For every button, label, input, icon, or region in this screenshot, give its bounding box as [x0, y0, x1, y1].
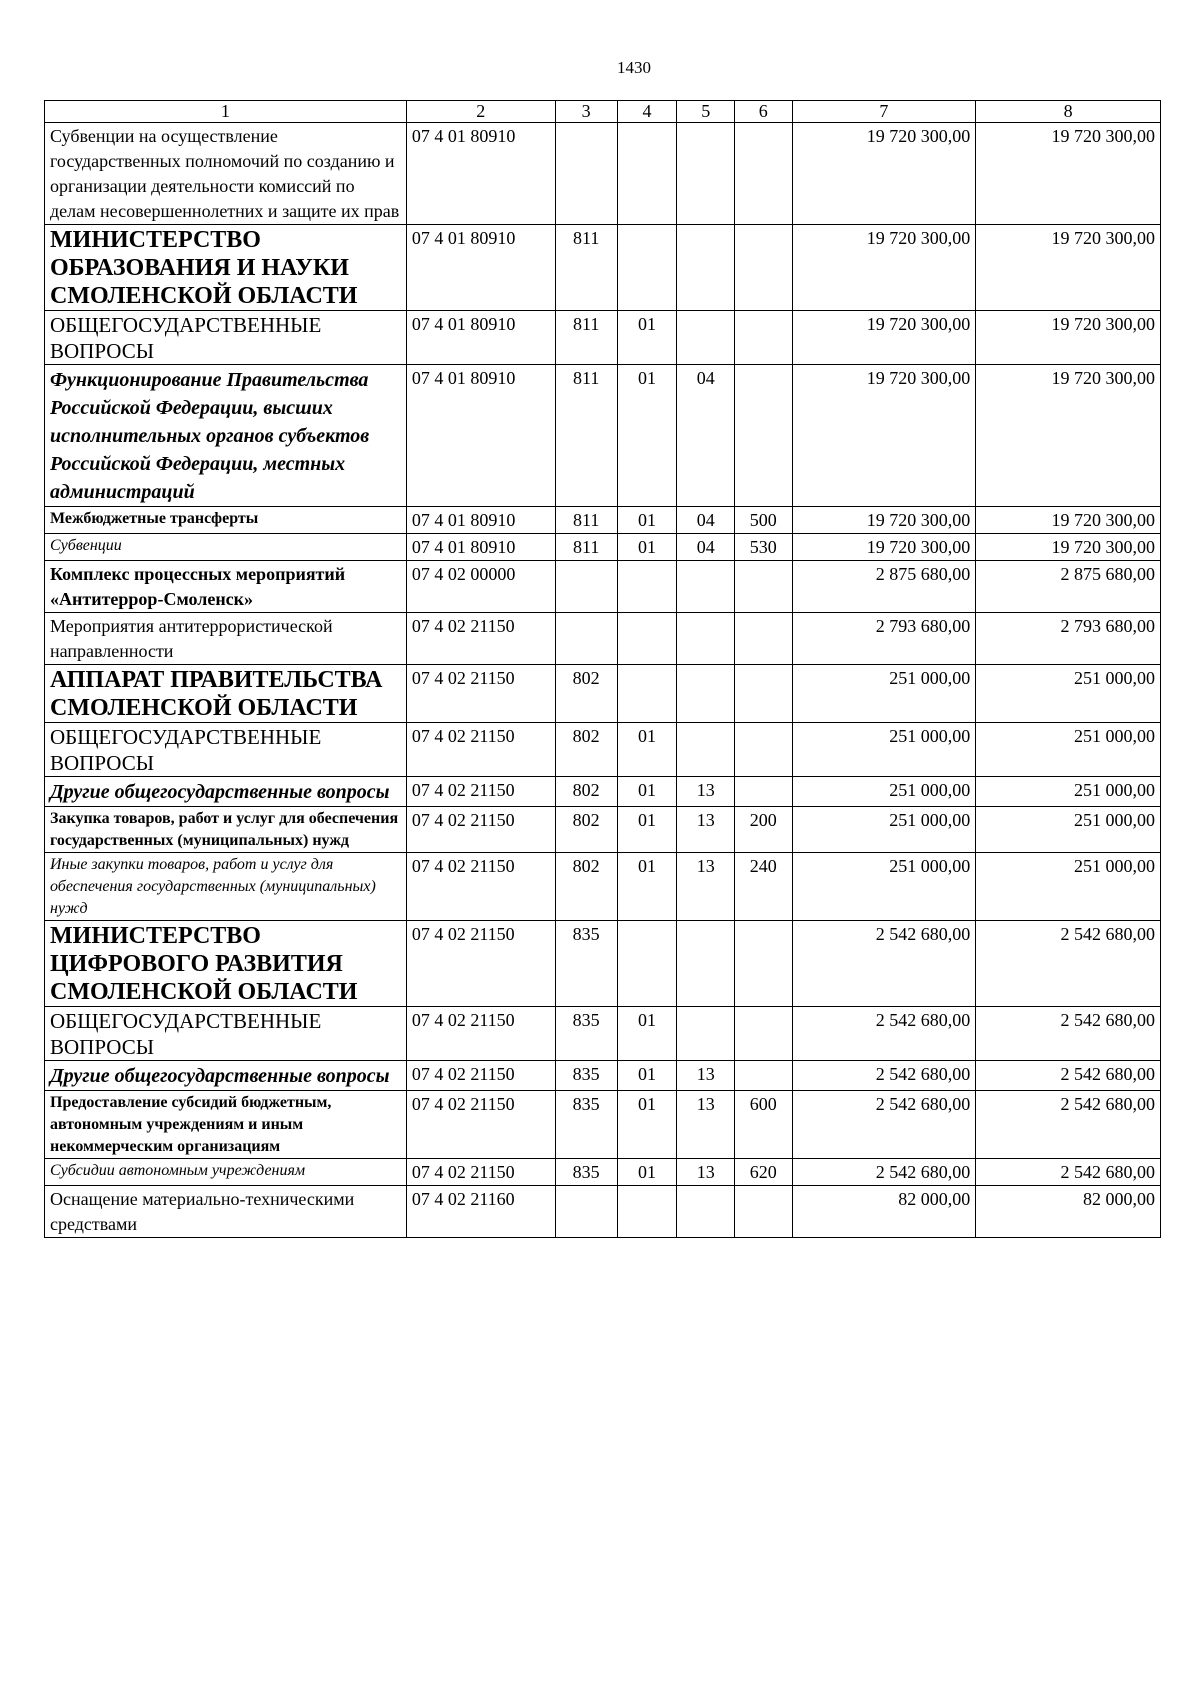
amount-year2-cell: 251 000,00	[976, 665, 1161, 723]
table-row	[45, 1186, 1161, 1238]
amount-year1-cell: 19 720 300,00	[792, 123, 976, 225]
subsection-code-cell	[677, 123, 735, 225]
table-row	[45, 1061, 1161, 1091]
section-code-cell: 01	[617, 311, 677, 365]
subsection-code-cell: 04	[677, 365, 735, 507]
amount-year1-cell: 2 793 680,00	[792, 613, 976, 665]
expense-type-cell: 500	[734, 507, 792, 534]
amount-year1-cell: 82 000,00	[792, 1186, 976, 1238]
ministry-code-cell	[555, 1186, 617, 1238]
name-cell: Субвенции	[45, 534, 407, 561]
name-cell: Субвенции на осуществление государственных полномочий по созданию и организации деятельности комиссий по делам несовершеннолетних и защите их прав	[45, 123, 407, 225]
subsection-code-cell	[677, 665, 735, 723]
table-row	[45, 507, 1161, 534]
name-cell: Другие общегосударственные вопросы	[45, 777, 407, 807]
subsection-code-cell: 04	[677, 534, 735, 561]
expense-type-cell	[734, 311, 792, 365]
amount-year1-cell: 251 000,00	[792, 853, 976, 921]
ministry-code-cell: 802	[555, 777, 617, 807]
target-code-cell: 07 4 02 21150	[406, 613, 555, 665]
target-code-cell: 07 4 02 21150	[406, 665, 555, 723]
target-code-cell: 07 4 02 21150	[406, 853, 555, 921]
section-code-cell: 01	[617, 1159, 677, 1186]
target-code-cell: 07 4 02 21150	[406, 921, 555, 1007]
ministry-code-cell: 811	[555, 534, 617, 561]
subsection-code-cell: 13	[677, 807, 735, 853]
name-cell: МИНИСТЕРСТВО ОБРАЗОВАНИЯ И НАУКИ СМОЛЕНСКОЙ ОБЛАСТИ	[45, 225, 407, 311]
amount-year1-cell: 2 542 680,00	[792, 921, 976, 1007]
table-row	[45, 777, 1161, 807]
amount-year1-cell: 19 720 300,00	[792, 311, 976, 365]
section-code-cell	[617, 561, 677, 613]
section-code-cell: 01	[617, 365, 677, 507]
subsection-code-cell	[677, 1007, 735, 1061]
amount-year1-cell: 251 000,00	[792, 665, 976, 723]
section-code-cell: 01	[617, 723, 677, 777]
table-row	[45, 365, 1161, 507]
subsection-code-cell: 13	[677, 777, 735, 807]
section-code-cell	[617, 225, 677, 311]
amount-year2-cell: 19 720 300,00	[976, 311, 1161, 365]
expense-type-cell: 530	[734, 534, 792, 561]
amount-year2-cell: 19 720 300,00	[976, 225, 1161, 311]
target-code-cell: 07 4 01 80910	[406, 225, 555, 311]
section-code-cell: 01	[617, 1091, 677, 1159]
target-code-cell: 07 4 02 21150	[406, 807, 555, 853]
header-cell: 3	[555, 101, 617, 123]
header-row	[45, 101, 1161, 123]
target-code-cell: 07 4 02 00000	[406, 561, 555, 613]
section-code-cell: 01	[617, 534, 677, 561]
name-cell: Иные закупки товаров, работ и услуг для обеспечения государственных (муниципальных) нужд	[45, 853, 407, 921]
table-row	[45, 311, 1161, 365]
ministry-code-cell: 811	[555, 507, 617, 534]
expense-type-cell	[734, 777, 792, 807]
table-row	[45, 853, 1161, 921]
header-cell: 1	[45, 101, 407, 123]
amount-year2-cell: 19 720 300,00	[976, 507, 1161, 534]
amount-year2-cell: 2 542 680,00	[976, 921, 1161, 1007]
table-row	[45, 1007, 1161, 1061]
subsection-code-cell	[677, 561, 735, 613]
page-number: 1430	[617, 58, 651, 77]
target-code-cell: 07 4 02 21160	[406, 1186, 555, 1238]
header-cell: 6	[734, 101, 792, 123]
target-code-cell: 07 4 02 21150	[406, 1091, 555, 1159]
target-code-cell: 07 4 02 21150	[406, 1061, 555, 1091]
ministry-code-cell: 835	[555, 1061, 617, 1091]
ministry-code-cell: 802	[555, 723, 617, 777]
ministry-code-cell	[555, 561, 617, 613]
budget-table	[44, 100, 1161, 1238]
name-cell: Другие общегосударственные вопросы	[45, 1061, 407, 1091]
section-code-cell: 01	[617, 777, 677, 807]
amount-year2-cell: 251 000,00	[976, 777, 1161, 807]
amount-year2-cell: 2 542 680,00	[976, 1061, 1161, 1091]
amount-year2-cell: 2 875 680,00	[976, 561, 1161, 613]
section-code-cell: 01	[617, 1061, 677, 1091]
target-code-cell: 07 4 01 80910	[406, 507, 555, 534]
amount-year1-cell: 2 875 680,00	[792, 561, 976, 613]
subsection-code-cell: 13	[677, 1061, 735, 1091]
header-cell: 4	[617, 101, 677, 123]
subsection-code-cell	[677, 1186, 735, 1238]
expense-type-cell: 240	[734, 853, 792, 921]
expense-type-cell	[734, 123, 792, 225]
target-code-cell: 07 4 01 80910	[406, 365, 555, 507]
table-row	[45, 807, 1161, 853]
expense-type-cell	[734, 561, 792, 613]
subsection-code-cell	[677, 723, 735, 777]
header-cell: 7	[792, 101, 976, 123]
amount-year2-cell: 251 000,00	[976, 853, 1161, 921]
table-row	[45, 1159, 1161, 1186]
expense-type-cell	[734, 723, 792, 777]
expense-type-cell: 620	[734, 1159, 792, 1186]
table-row	[45, 613, 1161, 665]
name-cell: МИНИСТЕРСТВО ЦИФРОВОГО РАЗВИТИЯ СМОЛЕНСКОЙ ОБЛАСТИ	[45, 921, 407, 1007]
amount-year2-cell: 2 793 680,00	[976, 613, 1161, 665]
expense-type-cell	[734, 225, 792, 311]
subsection-code-cell	[677, 613, 735, 665]
subsection-code-cell	[677, 311, 735, 365]
section-code-cell	[617, 921, 677, 1007]
name-cell: АППАРАТ ПРАВИТЕЛЬСТВА СМОЛЕНСКОЙ ОБЛАСТИ	[45, 665, 407, 723]
amount-year2-cell: 2 542 680,00	[976, 1159, 1161, 1186]
amount-year2-cell: 251 000,00	[976, 807, 1161, 853]
section-code-cell	[617, 613, 677, 665]
target-code-cell: 07 4 01 80910	[406, 534, 555, 561]
table-row	[45, 534, 1161, 561]
expense-type-cell	[734, 613, 792, 665]
expense-type-cell	[734, 1061, 792, 1091]
amount-year2-cell: 19 720 300,00	[976, 534, 1161, 561]
target-code-cell: 07 4 02 21150	[406, 777, 555, 807]
amount-year2-cell: 19 720 300,00	[976, 365, 1161, 507]
amount-year2-cell: 19 720 300,00	[976, 123, 1161, 225]
section-code-cell: 01	[617, 507, 677, 534]
target-code-cell: 07 4 02 21150	[406, 723, 555, 777]
amount-year1-cell: 2 542 680,00	[792, 1061, 976, 1091]
name-cell: Функционирование Правительства Российской Федерации, высших исполнительных органов субъектов Российской Федерации, местных администраций	[45, 365, 407, 507]
section-code-cell	[617, 1186, 677, 1238]
name-cell: Субсидии автономным учреждениям	[45, 1159, 407, 1186]
expense-type-cell: 200	[734, 807, 792, 853]
ministry-code-cell: 835	[555, 1091, 617, 1159]
ministry-code-cell: 835	[555, 1007, 617, 1061]
subsection-code-cell	[677, 225, 735, 311]
expense-type-cell	[734, 1007, 792, 1061]
header-cell: 5	[677, 101, 735, 123]
subsection-code-cell: 13	[677, 1091, 735, 1159]
amount-year1-cell: 251 000,00	[792, 807, 976, 853]
table-row	[45, 665, 1161, 723]
name-cell: Межбюджетные трансферты	[45, 507, 407, 534]
ministry-code-cell	[555, 123, 617, 225]
table-row	[45, 921, 1161, 1007]
ministry-code-cell: 802	[555, 853, 617, 921]
ministry-code-cell: 811	[555, 365, 617, 507]
expense-type-cell	[734, 921, 792, 1007]
amount-year2-cell: 251 000,00	[976, 723, 1161, 777]
target-code-cell: 07 4 01 80910	[406, 311, 555, 365]
ministry-code-cell: 802	[555, 807, 617, 853]
ministry-code-cell	[555, 613, 617, 665]
subsection-code-cell: 04	[677, 507, 735, 534]
amount-year1-cell: 19 720 300,00	[792, 225, 976, 311]
name-cell: Комплекс процессных мероприятий «Антитеррор-Смоленск»	[45, 561, 407, 613]
amount-year1-cell: 19 720 300,00	[792, 534, 976, 561]
amount-year2-cell: 82 000,00	[976, 1186, 1161, 1238]
ministry-code-cell: 811	[555, 311, 617, 365]
section-code-cell: 01	[617, 1007, 677, 1061]
name-cell: Мероприятия антитеррористической направленности	[45, 613, 407, 665]
ministry-code-cell: 802	[555, 665, 617, 723]
table-row	[45, 123, 1161, 225]
amount-year1-cell: 251 000,00	[792, 723, 976, 777]
table-row	[45, 225, 1161, 311]
ministry-code-cell: 835	[555, 1159, 617, 1186]
section-code-cell: 01	[617, 853, 677, 921]
amount-year1-cell: 251 000,00	[792, 777, 976, 807]
amount-year1-cell: 19 720 300,00	[792, 365, 976, 507]
target-code-cell: 07 4 02 21150	[406, 1007, 555, 1061]
section-code-cell	[617, 123, 677, 225]
subsection-code-cell	[677, 921, 735, 1007]
name-cell: Закупка товаров, работ и услуг для обеспечения государственных (муниципальных) нужд	[45, 807, 407, 853]
table-row	[45, 1091, 1161, 1159]
expense-type-cell: 600	[734, 1091, 792, 1159]
expense-type-cell	[734, 365, 792, 507]
amount-year2-cell: 2 542 680,00	[976, 1091, 1161, 1159]
ministry-code-cell: 835	[555, 921, 617, 1007]
amount-year1-cell: 2 542 680,00	[792, 1159, 976, 1186]
expense-type-cell	[734, 665, 792, 723]
amount-year2-cell: 2 542 680,00	[976, 1007, 1161, 1061]
table-row	[45, 723, 1161, 777]
amount-year1-cell: 2 542 680,00	[792, 1091, 976, 1159]
target-code-cell: 07 4 01 80910	[406, 123, 555, 225]
name-cell: ОБЩЕГОСУДАРСТВЕННЫЕ ВОПРОСЫ	[45, 1007, 407, 1061]
table-row	[45, 561, 1161, 613]
name-cell: Оснащение материально-техническими средствами	[45, 1186, 407, 1238]
expense-type-cell	[734, 1186, 792, 1238]
name-cell: ОБЩЕГОСУДАРСТВЕННЫЕ ВОПРОСЫ	[45, 311, 407, 365]
header-cell: 2	[406, 101, 555, 123]
amount-year1-cell: 2 542 680,00	[792, 1007, 976, 1061]
amount-year1-cell: 19 720 300,00	[792, 507, 976, 534]
ministry-code-cell: 811	[555, 225, 617, 311]
target-code-cell: 07 4 02 21150	[406, 1159, 555, 1186]
section-code-cell	[617, 665, 677, 723]
subsection-code-cell: 13	[677, 853, 735, 921]
section-code-cell: 01	[617, 807, 677, 853]
name-cell: ОБЩЕГОСУДАРСТВЕННЫЕ ВОПРОСЫ	[45, 723, 407, 777]
name-cell: Предоставление субсидий бюджетным, автономным учреждениям и иным некоммерческим организациям	[45, 1091, 407, 1159]
header-cell: 8	[976, 101, 1161, 123]
subsection-code-cell: 13	[677, 1159, 735, 1186]
